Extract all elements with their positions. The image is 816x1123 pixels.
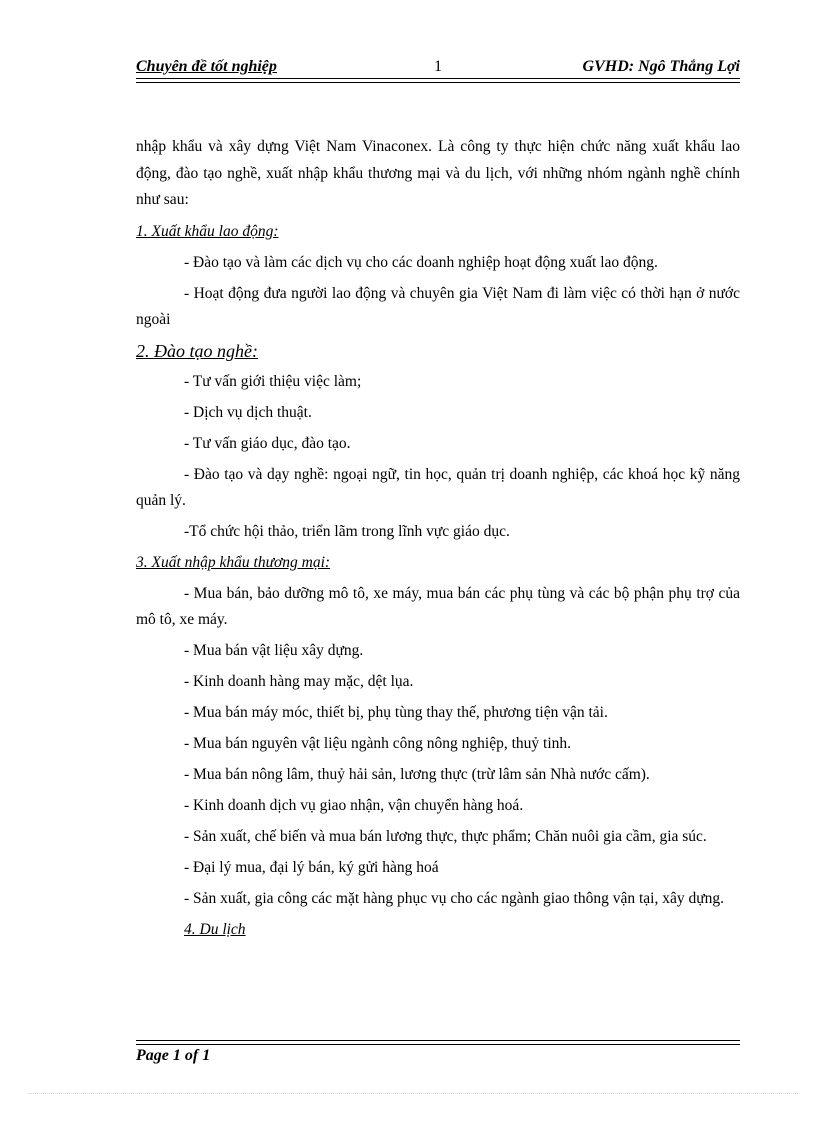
footer-divider — [136, 1040, 740, 1045]
list-item: - Đào tạo và dạy nghề: ngoại ngữ, tin học, quản trị doanh nghiệp, các khoá học kỹ năng quản lý. — [136, 465, 740, 509]
document-body — [136, 134, 740, 948]
page-edge-line — [28, 1093, 798, 1094]
section-heading-3: 3. Xuất nhập khẩu thương mại: — [136, 553, 331, 571]
list-item: - Tư vấn giáo dục, đào tạo. — [184, 434, 351, 452]
list-item: - Mua bán nguyên vật liệu ngành công nông nghiệp, thuỷ tinh. — [184, 734, 572, 752]
list-item: - Dịch vụ dịch thuật. — [184, 403, 312, 421]
list-item: - Đào tạo và làm các dịch vụ cho các doanh nghiệp hoạt động xuất lao động. — [184, 253, 658, 271]
list-item: - Sản xuất, chế biến và mua bán lương thực, thực phẩm; Chăn nuôi gia cầm, gia súc. — [184, 827, 707, 845]
header-advisor: GVHD: Ngô Thắng Lợi — [582, 58, 740, 75]
header-title: Chuyên đề tốt nghiệp — [136, 58, 277, 75]
list-item: -Tổ chức hội thảo, triển lãm trong lĩnh vực giáo dục. — [184, 522, 510, 540]
section-heading-4: 4. Du lịch — [184, 920, 246, 938]
header-divider — [136, 78, 740, 83]
list-item: - Kinh doanh hàng may mặc, dệt lụa. — [184, 672, 414, 690]
list-item: - Mua bán nông lâm, thuỷ hải sản, lương thực (trừ lâm sản Nhà nước cấm). — [184, 765, 650, 783]
page-header — [136, 58, 740, 80]
list-item: - Đại lý mua, đại lý bán, ký gửi hàng hoá — [184, 858, 439, 876]
list-item: - Hoạt động đưa người lao động và chuyên gia Việt Nam đi làm việc có thời hạn ở nước ngoài — [136, 284, 740, 328]
list-item: - Kinh doanh dịch vụ giao nhận, vận chuyển hàng hoá. — [184, 796, 524, 814]
list-item: - Tư vấn giới thiệu việc làm; — [184, 372, 362, 390]
page-footer: Page 1 of 1 — [136, 1047, 211, 1064]
header-page-number: 1 — [434, 58, 442, 75]
list-item: - Mua bán máy móc, thiết bị, phụ tùng thay thế, phương tiện vận tải. — [184, 703, 608, 721]
section-heading-1: 1. Xuất khẩu lao động: — [136, 222, 279, 240]
list-item: - Mua bán vật liệu xây dựng. — [184, 641, 364, 659]
intro-paragraph: nhập khẩu và xây dựng Việt Nam Vinaconex. Là công ty thực hiện chức năng xuất khẩu lao động, đào tạo nghề, xuất nhập khẩu thương mại và du lịch, với những nhóm ngành nghề chính như sau: — [136, 138, 740, 208]
section-heading-2: 2. Đào tạo nghề: — [136, 340, 258, 361]
list-item: - Sản xuất, gia công các mặt hàng phục vụ cho các ngành giao thông vận tại, xây dựng. — [184, 889, 724, 907]
list-item: - Mua bán, bảo dưỡng mô tô, xe máy, mua bán các phụ tùng và các bộ phận phụ trợ của mô tô, xe máy. — [136, 584, 740, 628]
